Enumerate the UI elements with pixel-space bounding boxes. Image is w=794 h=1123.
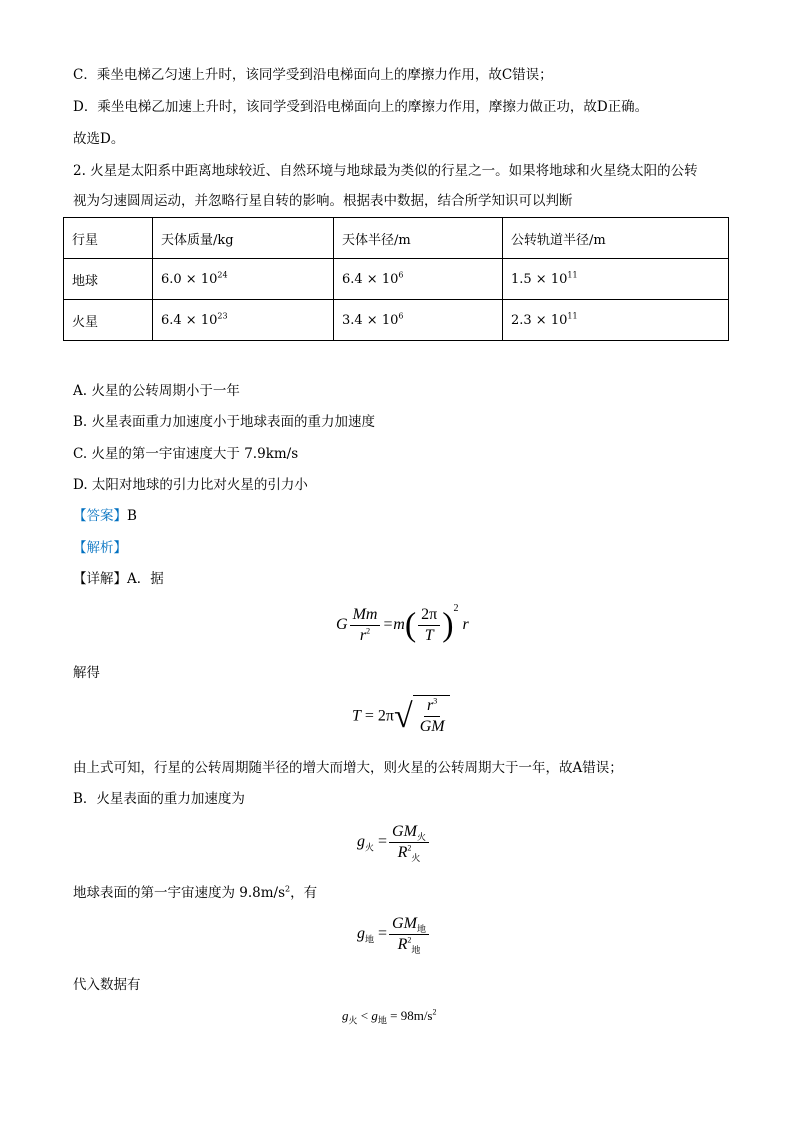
table-row [64,300,729,341]
detail-label: 【详解】 [73,571,127,587]
cell-radius: $3.4 \times 10^6$ [334,300,503,341]
cell-radius: $6.4 \times 10^6$ [334,259,503,300]
formula-period: T = 2π √ $\frac{r^3}{GM}$ [352,695,450,739]
option-c: C. 火星的第一宇宙速度大于 7.9km/s [73,446,299,462]
formula-mars-gravity: $g_火$ = $\frac{GM_火}{R^2_火}$ [357,822,431,863]
cell-planet: 火星 [64,300,153,341]
detail-text: A．据 [127,571,164,587]
cell-mass: $6.4 \times 10^{23}$ [153,300,334,341]
answer-line [73,507,137,525]
cell-mass: $6.0 \times 10^{24}$ [153,259,334,300]
cell-orbit: $2.3 \times 10^{11}$ [503,300,729,341]
formula-comparison: $g_火 < g_地 = 98m/s^2$ [342,1007,437,1026]
table-header-row [64,218,729,259]
choose-line: 故选D。 [73,131,125,147]
jiede-line: 解得 [73,665,100,681]
earth-line: 地球表面的第一宇宙速度为 $9.8m/s^2$，有 [73,884,318,901]
option-d-explanation: D．乘坐电梯乙加速上升时，该同学受到沿电梯面向上的摩擦力作用，摩擦力做正功，故D正确。 [73,99,649,115]
b-intro: B．火星表面的重力加速度为 [73,791,245,807]
option-a: A. 火星的公转周期小于一年 [73,383,240,399]
header-radius: 天体半径/m [334,218,503,259]
formula-gravitation-period: G $\frac{Mm}{r^2}$ =m( $\frac{2\pi}{T}$ )$^2$ r [336,602,469,644]
header-mass: 天体质量/kg [153,218,334,259]
question-line-1: 2. 火星是太阳系中距离地球较近、自然环境与地球最为类似的行星之一。如果将地球和火星绕太阳的公转 [73,163,698,179]
cell-planet: 地球 [64,259,153,300]
header-orbit: 公转轨道半径/m [503,218,729,259]
conclusion-a: 由上式可知，行星的公转周期随半径的增大而增大，则火星的公转周期大于一年，故A错误； [73,760,623,776]
option-b: B. 火星表面重力加速度小于地球表面的重力加速度 [73,414,376,430]
answer-label: 【答案】 [73,508,127,524]
substitute-line: 代入数据有 [73,977,141,993]
option-d: D. 太阳对地球的引力比对火星的引力小 [73,477,308,493]
option-c-explanation: C．乘坐电梯乙匀速上升时，该同学受到沿电梯面向上的摩擦力作用，故C错误； [73,67,553,83]
planet-data-table [63,217,729,341]
question-line-2: 视为匀速圆周运动，并忽略行星自转的影响。根据表中数据，结合所学知识可以判断 [73,193,573,209]
header-planet: 行星 [64,218,153,259]
detail-line [73,570,164,588]
formula-earth-gravity: $g_地$ = $\frac{GM_地}{R^2_地}$ [357,914,431,955]
answer-value: B [127,508,137,524]
table-row [64,259,729,300]
analysis-label: 【解析】 [73,540,127,556]
cell-orbit: $1.5 \times 10^{11}$ [503,259,729,300]
